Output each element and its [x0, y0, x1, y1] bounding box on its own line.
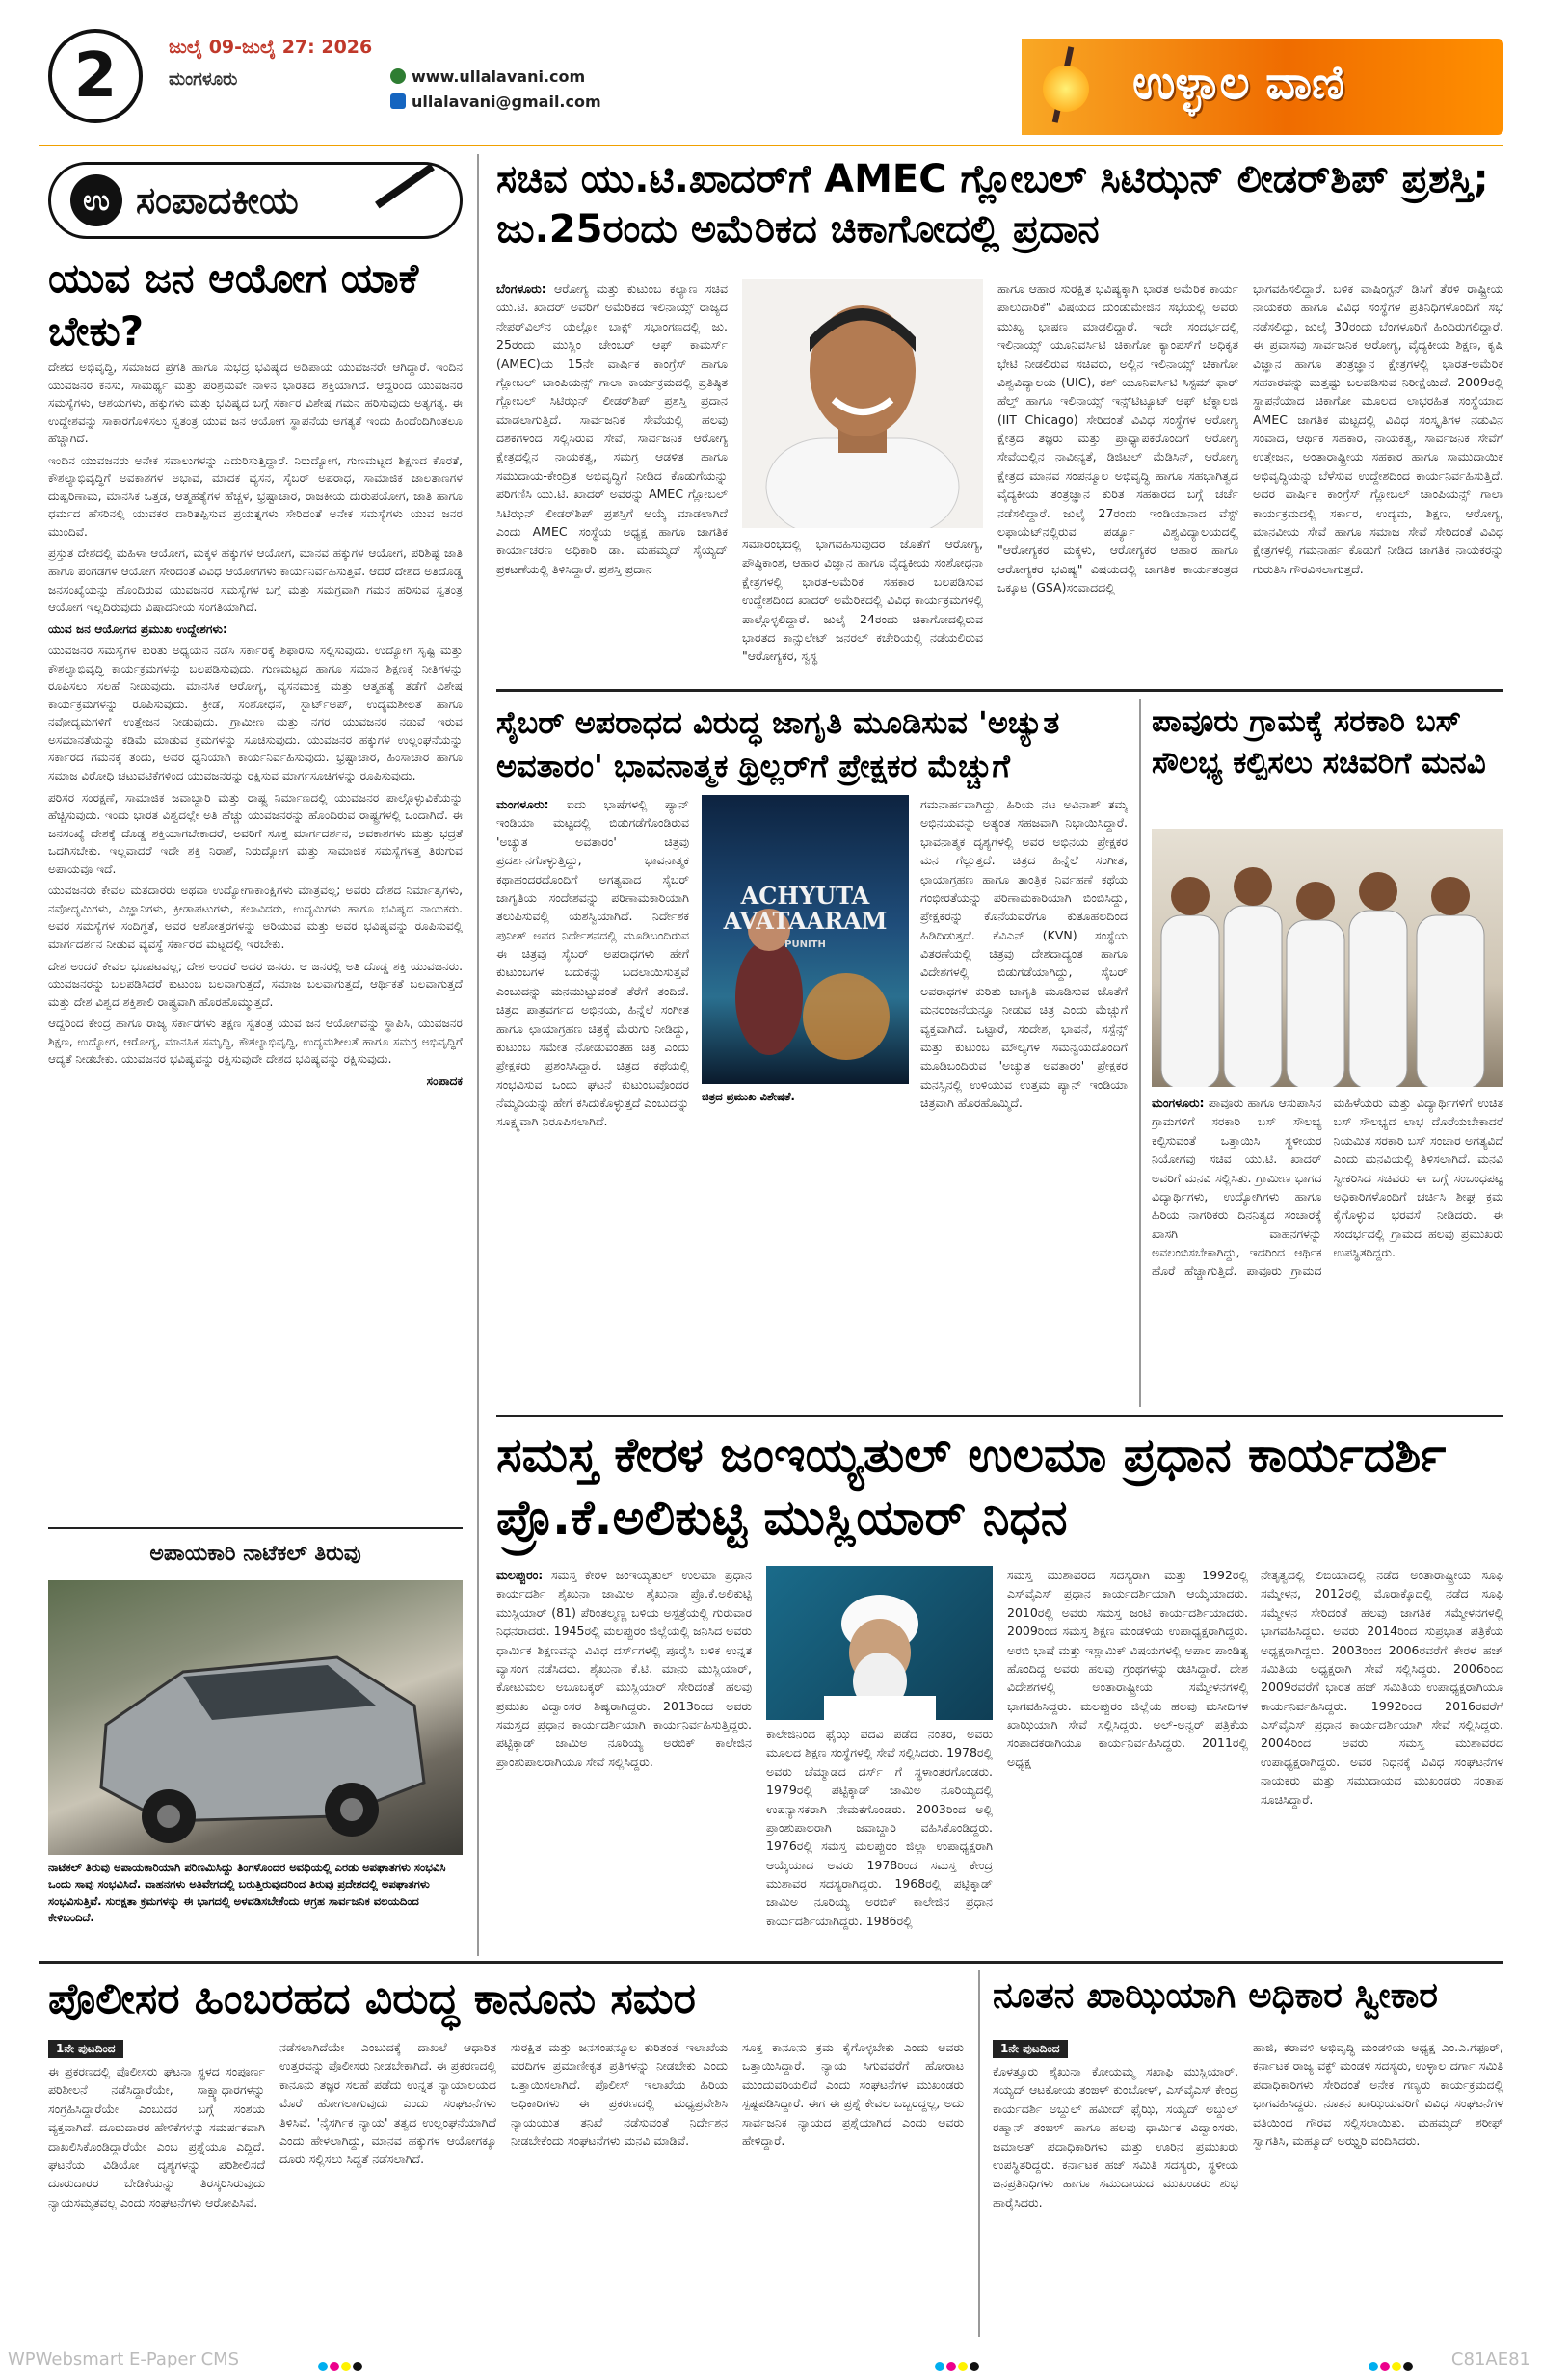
email-link[interactable]: ullalavani@gmail.com [390, 93, 601, 111]
footer-watermark: WPWebsmart E-Paper CMS [8, 2349, 240, 2369]
editorial-divider [48, 1527, 463, 1529]
obituary-photo [766, 1566, 993, 1720]
police-body-col3: ಸುರಕ್ಷಿತ ಮತ್ತು ಜನಸಂಪನ್ಮೂಲ ಕುರಿತಂತೆ ಇಲಾಖೆಯ ವರದಿಗಳ ಪ್ರಮಾಣೀಕೃತ ಪ್ರತಿಗಳನ್ನು ನೀಡಬೇಕು ಎಂದು ಒತ್ತಾಯಿಸಲಾಗಿದೆ. ಪೊಲೀಸ್ ಇಲಾಖೆಯ ಹಿರಿಯ ಅಧಿಕಾರಿಗಳು ಈ ಪ್ರಕರಣದಲ್ಲಿ ಮಧ್ಯಪ್ರವೇಶಿಸಿ ನ್ಯಾಯಯುತ ತನಿಖೆ ನಡೆಸುವಂತೆ ನಿರ್ದೇಶನ ನೀಡಬೇಕೆಂದು ಸಂಘಟನೆಗಳು ಮನವಿ ಮಾಡಿವೆ. [511, 2040, 728, 2148]
amec-minister-photo [742, 279, 983, 528]
dateline: ಜುಲೈ 09-ಜುಲೈ 27: 2026 [169, 37, 373, 58]
sun-icon [1043, 66, 1089, 112]
amec-divider [496, 689, 1503, 692]
obituary-divider [496, 1415, 1503, 1417]
accident-caption: ನಾಟೆಕಲ್ ತಿರುವು ಅಪಾಯಕಾರಿಯಾಗಿ ಪರಿಣಮಿಸಿದ್ದು ತಿಂಗಳೊಂದರ ಅವಧಿಯಲ್ಲಿ ಎರಡು ಅಪಘಾತಗಳು ಸಂಭವಿಸಿ ಒಂದು ಸಾವು ಸಂಭವಿಸಿದೆ. ವಾಹನಗಳು ಅತಿವೇಗದಲ್ಲಿ ಬರುತ್ತಿರುವುದರಿಂದ ತಿರುವು ಪ್ರದೇಶದಲ್ಲಿ ಅಪಘಾತಗಳು ಸಂಭವಿಸುತ್ತಿವೆ. ಸುರಕ್ಷತಾ ಕ್ರಮಗಳನ್ನು ಈ ಭಾಗದಲ್ಲಿ ಅಳವಡಿಸಬೇಕೆಂದು ಆಗ್ರಹ ಸಾರ್ವಜನಿಕ ವಲಯದಿಂದ ಕೇಳಿಬಂದಿದೆ. [48, 1861, 446, 1924]
accident-headline: ಅಪಾಯಕಾರಿ ನಾಟೆಕಲ್ ತಿರುವು [149, 1542, 361, 1566]
editorial-paragraph: ದೇಶ ಅಂದರೆ ಕೇವಲ ಭೂಪಟವಲ್ಲ; ದೇಶ ಅಂದರೆ ಅದರ ಜನರು. ಆ ಜನರಲ್ಲಿ ಅತಿ ದೊಡ್ಡ ಶಕ್ತಿ ಯುವಜನರು. ಯುವಜನರನ್ನು ಬಲಪಡಿಸಿದರೆ ಕುಟುಂಬ ಬಲವಾಗುತ್ತದೆ, ಸಮಾಜ ಬಲವಾಗುತ್ತದೆ, ಆರ್ಥಿಕತೆ ಬಲವಾಗುತ್ತದೆ ಮತ್ತು ದೇಶ ವಿಶ್ವದ ಶಕ್ತಿಶಾಲಿ ರಾಷ್ಟ್ರವಾಗಿ ಹೊರಹೊಮ್ಮುತ್ತದೆ. [48, 959, 463, 1009]
police-continued-tag: 1ನೇ ಪುಟದಿಂದ [48, 2038, 123, 2058]
editorial-paragraph: ಆದ್ದರಿಂದ ಕೇಂದ್ರ ಹಾಗೂ ರಾಜ್ಯ ಸರ್ಕಾರಗಳು ತಕ್ಷಣ ಸ್ವತಂತ್ರ ಯುವ ಜನ ಆಯೋಗವನ್ನು ಸ್ಥಾಪಿಸಿ, ಯುವಜನರ ಶಿಕ್ಷಣ, ಉದ್ಯೋಗ, ಆರೋಗ್ಯ, ಮಾನಸಿಕ ಸಮೃದ್ಧಿ, ಕೌಶಲ್ಯಾಭಿವೃದ್ಧಿ, ಉದ್ಯಮಶೀಲತೆ ಹಾಗೂ ಸಮಗ್ರ ಅಭಿವೃದ್ಧಿಗೆ ಆದ್ಯತೆ ನೀಡಬೇಕು. ಯುವಜನರ ಭವಿಷ್ಯವನ್ನು ರಕ್ಷಿಸುವುದೇ ದೇಶದ ಭವಿಷ್ಯವನ್ನು ರಕ್ಷಿಸುವುದು. [48, 1017, 463, 1067]
brand-name: ಉಳ್ಳಾಲ ವಾಣಿ [1132, 56, 1345, 110]
police-body-col1: ಈ ಪ್ರಕರಣದಲ್ಲಿ ಪೊಲೀಸರು ಘಟನಾ ಸ್ಥಳದ ಸಂಪೂರ್ಣ ಪರಿಶೀಲನೆ ನಡೆಸಿದ್ದಾರೆಯೇ, ಸಾಕ್ಷ್ಯಾಧಾರಗಳನ್ನು ಸಂಗ್ರಹಿಸಿದ್ದಾರೆಯೇ ಎಂಬುದರ ಬಗ್ಗೆ ಸಂಶಯ ವ್ಯಕ್ತವಾಗಿದೆ. ದೂರುದಾರರ ಹೇಳಿಕೆಗಳನ್ನು ಸಮರ್ಪಕವಾಗಿ ದಾಖಲಿಸಿಕೊಂಡಿದ್ದಾರೆಯೇ ಎಂಬ ಪ್ರಶ್ನೆಯೂ ಎದ್ದಿದೆ. ಘಟನೆಯ ವಿಡಿಯೋ ದೃಶ್ಯಗಳನ್ನು ಪರಿಶೀಲಿಸದೆ ದೂರುದಾರರ ಬೇಡಿಕೆಯನ್ನು ತಿರಸ್ಕರಿಸಿರುವುದು ನ್ಯಾಯಸಮ್ಮತವಲ್ಲ ಎಂದು ಸಂಘಟನೆಗಳು ಆರೋಪಿಸಿವೆ. [48, 2064, 265, 2209]
globe-icon [390, 68, 406, 84]
khazi-continued-tag: 1ನೇ ಪುಟದಿಂದ [993, 2038, 1068, 2058]
group-photo-graphic [1152, 829, 1503, 1087]
bus-petition-photo [1152, 829, 1503, 1087]
editorial-paragraph: ಯುವಜನರ ಸಮಸ್ಯೆಗಳ ಕುರಿತು ಅಧ್ಯಯನ ನಡೆಸಿ ಸರ್ಕಾರಕ್ಕೆ ಶಿಫಾರಸು ಸಲ್ಲಿಸುವುದು. ಉದ್ಯೋಗ ಸೃಷ್ಟಿ ಮತ್ತು ಕೌಶಲ್ಯಾಭಿವೃದ್ಧಿ ಕಾರ್ಯಕ್ರಮಗಳನ್ನು ಬಲಪಡಿಸುವುದು. ಗುಣಮಟ್ಟದ ಹಾಗೂ ಸಮಾನ ಶಿಕ್ಷಣಕ್ಕೆ ನೀತಿಗಳನ್ನು ರೂಪಿಸಲು ಸಲಹೆ ನೀಡುವುದು. ಮಾನಸಿಕ ಆರೋಗ್ಯ, ವ್ಯಸನಮುಕ್ತ ಮತ್ತು ಆತ್ಮಹತ್ಯೆ ತಡೆಗೆ ವಿಶೇಷ ಕಾರ್ಯಕ್ರಮಗಳನ್ನು ರೂಪಿಸುವುದು. ಕ್ರೀಡೆ, ಸಂಶೋಧನೆ, ಸ್ಟಾರ್ಟ್‌ಅಪ್, ಉದ್ಯಮಶೀಲತೆ ಹಾಗೂ ನವೋದ್ಯಮಗಳಿಗೆ ಉತ್ತೇಜನ ನೀಡುವುದು. ಗ್ರಾಮೀಣ ಮತ್ತು ನಗರ ಯುವಜನರ ನಡುವೆ ಇರುವ ಅಸಮಾನತೆಯನ್ನು ಕಡಿಮೆ ಮಾಡುವ ಕ್ರಮಗಳನ್ನು ಸೂಚಿಸುವುದು. ಯುವಜನರ ಹಕ್ಕುಗಳ ಉಲ್ಲಂಘನೆಯನ್ನು ಸರ್ಕಾರದ ಗಮನಕ್ಕೆ ತಂದು, ಅವರ ಧ್ವನಿಯಾಗಿ ಕಾರ್ಯನಿರ್ವಹಿಸುವುದು. ಭ್ರಷ್ಟಾಚಾರ, ಹಿಂಸಾಚಾರ ಹಾಗೂ ಸಮಾಜ ವಿರೋಧಿ ಚಟುವಟಿಕೆಗಳಿಂದ ಯುವಜನರನ್ನು ರಕ್ಷಿಸುವ ಮಾರ್ಗಸೂಚಿಗಳನ್ನು ರೂಪಿಸುವುದು. [48, 644, 463, 783]
cyber-image-caption: ಚಿತ್ರದ ಪ್ರಮುಖ ವಿಶೇಷತೆ. [702, 1090, 795, 1103]
cyber-body-col1: ಮಂಗಳೂರು: ಐದು ಭಾಷೆಗಳಲ್ಲಿ ಪ್ಯಾನ್ ಇಂಡಿಯಾ ಮಟ್ಟದಲ್ಲಿ ಬಿಡುಗಡೆಗೊಂಡಿರುವ 'ಅಚ್ಯುತ ಅವತಾರಂ' ಚಿತ್ರವು ಪ್ರದರ್ಶನಗೊಳ್ಳುತ್ತಿದ್ದು, ಭಾವನಾತ್ಮಕ ಕಥಾಹಂದರದೊಂದಿಗೆ ಅಗತ್ಯವಾದ ಸೈಬರ್ ಜಾಗೃತಿಯ ಸಂದೇಶವನ್ನು ಪರಿಣಾಮಕಾರಿಯಾಗಿ ತಲುಪಿಸುವಲ್ಲಿ ಯಶಸ್ವಿಯಾಗಿದೆ. ನಿರ್ದೇಶಕ ಪುನೀತ್ ಅವರ ನಿರ್ದೇಶನದಲ್ಲಿ ಮೂಡಿಬಂದಿರುವ ಈ ಚಿತ್ರವು ಸೈಬರ್ ಅಪರಾಧಗಳು ಹೇಗೆ ಕುಟುಂಬಗಳ ಬದುಕನ್ನು ಬದಲಾಯಿಸುತ್ತವೆ ಎಂಬುದನ್ನು ಮನಮುಟ್ಟುವಂತೆ ತೆರೆಗೆ ತಂದಿದೆ. ಚಿತ್ರದ ಪಾತ್ರವರ್ಗದ ಅಭಿನಯ, ಹಿನ್ನೆಲೆ ಸಂಗೀತ ಹಾಗೂ ಛಾಯಾಗ್ರಹಣ ಚಿತ್ರಕ್ಕೆ ಮೆರುಗು ನೀಡಿದ್ದು, ಕುಟುಂಬ ಸಮೇತ ನೋಡುವಂತಹ ಚಿತ್ರ ಎಂದು ಪ್ರೇಕ್ಷಕರು ಪ್ರಶಂಸಿಸಿದ್ದಾರೆ. ಚಿತ್ರದ ಕಥೆಯಲ್ಲಿ ಸಂಭವಿಸುವ ಒಂದು ಘಟನೆ ಕುಟುಂಬವೊಂದರ ನೆಮ್ಮದಿಯನ್ನು ಹೇಗೆ ಕಸಿದುಕೊಳ್ಳುತ್ತದೆ ಎಂಬುದನ್ನು ಸೂಕ್ಷ್ಮವಾಗಿ ನಿರೂಪಿಸಲಾಗಿದೆ. [496, 797, 689, 1129]
bus-headline: ಪಾವೂರು ಗ್ರಾಮಕ್ಕೆ ಸರಕಾರಿ ಬಸ್ ಸೌಲಭ್ಯ ಕಲ್ಪಿಸಲು ಸಚಿವರಿಗೆ ಮನವಿ [1152, 704, 1486, 781]
amec-body-col2: ಸಮಾರಂಭದಲ್ಲಿ ಭಾಗವಹಿಸುವುದರ ಜೊತೆಗೆ ಆರೋಗ್ಯ, ಪೌಷ್ಠಿಕಾಂಶ, ಆಹಾರ ವಿಜ್ಞಾನ ಹಾಗೂ ವೈದ್ಯಕೀಯ ಸಂಶೋಧನಾ ಕ್ಷೇತ್ರಗಳಲ್ಲಿ ಭಾರತ-ಅಮೆರಿಕ ಸಹಕಾರ ಬಲಪಡಿಸುವ ಉದ್ದೇಶದಿಂದ ಖಾದರ್ ಅಮೆರಿಕದಲ್ಲಿ ವಿವಿಧ ಕಾರ್ಯಕ್ರಮಗಳಲ್ಲಿ ಪಾಲ್ಗೊಳ್ಳಲಿದ್ದಾರೆ. ಜುಲೈ 24ರಂದು ಚಿಕಾಗೋದಲ್ಲಿರುವ ಭಾರತದ ಕಾನ್ಸುಲೇಟ್ ಜನರಲ್ ಕಚೇರಿಯಲ್ಲಿ ನಡೆಯಲಿರುವ "ಆರೋಗ್ಯಕರ, ಸ್ವಸ್ಥ [742, 537, 983, 664]
editorial-body [48, 358, 463, 1520]
registration-marks [935, 2357, 983, 2367]
obituary-body-col1: ಮಲಪ್ಪುರಂ: ಸಮಸ್ತ ಕೇರಳ ಜಂಇಯ್ಯತುಲ್ ಉಲಮಾ ಪ್ರಧಾನ ಕಾರ್ಯದರ್ಶಿ ಶೈಖುನಾ ಜಾಮಿಅ ಶೈಖುನಾ ಪ್ರೊ.ಕೆ.ಅಲಿಕುಟ್ಟಿ ಮುಸ್ಲಿಯಾರ್ (81) ಪೆರಿಂತಲ್ಮಣ್ಣ ಬಳಿಯ ಅಸ್ಪತ್ರೆಯಲ್ಲಿ ಗುರುವಾರ ನಿಧನರಾದರು. 1945ರಲ್ಲಿ ಮಲಪ್ಪುರಂ ಜಿಲ್ಲೆಯಲ್ಲಿ ಜನಿಸಿದ ಅವರು ಧಾರ್ಮಿಕ ಶಿಕ್ಷಣವನ್ನು ವಿವಿಧ ದರ್ಸ್‌ಗಳಲ್ಲಿ ಪೂರೈಸಿ ಬಳಿಕ ಉನ್ನತ ವ್ಯಾಸಂಗ ನಡೆಸಿದರು. ಶೈಖುನಾ ಕೆ.ಟಿ. ಮಾನು ಮುಸ್ಲಿಯಾರ್, ಕೋಟುಮಲ ಅಬೂಬಕ್ಕರ್ ಮುಸ್ಲಿಯಾರ್ ಸೇರಿದಂತೆ ಹಲವು ಪ್ರಮುಖ ವಿದ್ವಾಂಸರ ಶಿಷ್ಯರಾಗಿದ್ದರು. 2013ರಿಂದ ಅವರು ಸಮಸ್ತದ ಪ್ರಧಾನ ಕಾರ್ಯದರ್ಶಿಯಾಗಿ ಕಾರ್ಯನಿರ್ವಹಿಸುತ್ತಿದ್ದರು. ಪಟ್ಟಿಕ್ಕಾಡ್ ಜಾಮಿಅ ನೂರಿಯ್ಯ ಅರಬಿಕ್ ಕಾಲೇಜಿನ ಪ್ರಾಂಶುಪಾಲರಾಗಿಯೂ ಸೇವೆ ಸಲ್ಲಿಸಿದ್ದರು. [496, 1568, 752, 1769]
editorial-logo [48, 162, 463, 239]
police-body-col2: ನಡೆಸಲಾಗಿದೆಯೇ ಎಂಬುದಕ್ಕೆ ದಾಖಲೆ ಆಧಾರಿತ ಉತ್ತರವನ್ನು ಪೊಲೀಸರು ನೀಡಬೇಕಾಗಿದೆ. ಈ ಪ್ರಕರಣದಲ್ಲಿ ಕಾನೂನು ತಜ್ಞರ ಸಲಹೆ ಪಡೆದು ಉನ್ನತ ನ್ಯಾಯಾಲಯದ ಮೊರೆ ಹೋಗಲಾಗುವುದು ಎಂದು ಸಂಘಟನೆಗಳು ತಿಳಿಸಿವೆ. 'ನೈಸರ್ಗಿಕ ನ್ಯಾಯ' ತತ್ವದ ಉಲ್ಲಂಘನೆಯಾಗಿದೆ ಎಂದು ಹೇಳಲಾಗಿದ್ದು, ಮಾನವ ಹಕ್ಕುಗಳ ಆಯೋಗಕ್ಕೂ ದೂರು ಸಲ್ಲಿಸಲು ಸಿದ್ಧತೆ ನಡೆಸಲಾಗಿದೆ. [279, 2040, 496, 2167]
registration-marks [1369, 2357, 1417, 2367]
editorial-signature: ಸಂಪಾದಕ [426, 1073, 463, 1088]
editorial-paragraph: ದೇಶದ ಅಭಿವೃದ್ಧಿ, ಸಮಾಜದ ಪ್ರಗತಿ ಹಾಗೂ ಸುಭದ್ರ ಭವಿಷ್ಯದ ಅಡಿಪಾಯ ಯುವಜನರೇ ಆಗಿದ್ದಾರೆ. ಇಂದಿನ ಯುವಜನರ ಕನಸು, ಸಾಮರ್ಥ್ಯ ಮತ್ತು ಪರಿಶ್ರಮವೇ ನಾಳಿನ ಭಾರತದ ಶಕ್ತಿಯಾಗಿದೆ. ಆದ್ದರಿಂದ ಯುವಜನರ ಸಮಸ್ಯೆಗಳು, ಆಶಯಗಳು, ಹಕ್ಕುಗಳು ಮತ್ತು ಭವಿಷ್ಯದ ಬಗ್ಗೆ ಸರ್ಕಾರ ವಿಶೇಷ ಗಮನ ಹರಿಸುವುದು ಅತ್ಯಗತ್ಯ. ಈ ಉದ್ದೇಶವನ್ನು ಸಾಕಾರಗೊಳಿಸಲು ಸ್ವತಂತ್ರ ಯುವ ಜನ ಆಯೋಗ ಸ್ಥಾಪನೆಯ ಅಗತ್ಯತೆ ಇಂದು ಹಿಂದೆಂದಿಗಿಂತಲೂ ಹೆಚ್ಚಾಗಿದೆ. [48, 360, 463, 446]
khazi-body-col2: ಹಾಜಿ, ಕರಾವಳಿ ಅಭಿವೃದ್ಧಿ ಮಂಡಳಿಯ ಅಧ್ಯಕ್ಷ ಎಂ.ಎ.ಗಫೂರ್, ಕರ್ನಾಟಕ ರಾಜ್ಯ ವಕ್ಫ್ ಮಂಡಳಿ ಸದಸ್ಯರು, ಉಳ್ಳಾಲ ದರ್ಗಾ ಸಮಿತಿ ಪದಾಧಿಕಾರಿಗಳು ಸೇರಿದಂತೆ ಅನೇಕ ಗಣ್ಯರು ಕಾರ್ಯಕ್ರಮದಲ್ಲಿ ಭಾಗವಹಿಸಿದ್ದರು. ನೂತನ ಖಾಝಿಯವರಿಗೆ ವಿವಿಧ ಸಂಘಟನೆಗಳ ವತಿಯಿಂದ ಗೌರವ ಸಲ್ಲಿಸಲಾಯಿತು. ಮಹಮ್ಮದ್ ಶರೀಫ್ ಸ್ವಾಗತಿಸಿ, ಮಹ್ಮೂದ್ ಅಝ್ಹರಿ ವಂದಿಸಿದರು. [1253, 2040, 1503, 2148]
police-headline: ಪೊಲೀಸರ ಹಿಂಬರಹದ ವಿರುದ್ಧ ಕಾನೂನು ಸಮರ [48, 1974, 696, 2023]
poster-title: ACHYUTA AVATAARAM [723, 882, 888, 936]
portrait-graphic [742, 279, 983, 528]
column-divider [477, 154, 479, 1956]
column-divider [1139, 699, 1141, 1407]
editorial-subheading: ಯುವ ಜನ ಆಯೋಗದ ಪ್ರಮುಖ ಉದ್ದೇಶಗಳು: [48, 621, 227, 636]
damaged-car-graphic [48, 1580, 463, 1855]
city: ಮಂಗಳೂರು [169, 69, 238, 90]
cyber-body-col2: ಗಮನಾರ್ಹವಾಗಿದ್ದು, ಹಿರಿಯ ನಟ ಅವಿನಾಶ್ ತಮ್ಮ ಅಭಿನಯವನ್ನು ಅತ್ಯಂತ ಸಹಜವಾಗಿ ನಿಭಾಯಿಸಿದ್ದಾರೆ. ಭಾವನಾತ್ಮಕ ದೃಶ್ಯಗಳಲ್ಲಿ ಅವರ ಅಭಿನಯ ಪ್ರೇಕ್ಷಕರ ಮನ ಗೆಲ್ಲುತ್ತದೆ. ಚಿತ್ರದ ಹಿನ್ನೆಲೆ ಸಂಗೀತ, ಛಾಯಾಗ್ರಹಣ ಹಾಗೂ ತಾಂತ್ರಿಕ ನಿರ್ವಹಣೆ ಕಥೆಯ ಗಂಭೀರತೆಯನ್ನು ಪರಿಣಾಮಕಾರಿಯಾಗಿ ಬಿಂಬಿಸಿದ್ದು, ಪ್ರೇಕ್ಷಕರನ್ನು ಕೊನೆಯವರೆಗೂ ಕುತೂಹಲದಿಂದ ಹಿಡಿದಿಡುತ್ತದೆ. ಕೆವಿಎನ್ (KVN) ಸಂಸ್ಥೆಯ ವಿತರಣೆಯಲ್ಲಿ ಚಿತ್ರವು ದೇಶದಾದ್ಯಂತ ಹಾಗೂ ವಿದೇಶಗಳಲ್ಲಿ ಬಿಡುಗಡೆಯಾಗಿದ್ದು, ಸೈಬರ್ ಅಪರಾಧಗಳ ಕುರಿತು ಜಾಗೃತಿ ಮೂಡಿಸುವ ಜೊತೆಗೆ ಮನರಂಜನೆಯನ್ನೂ ನೀಡುವ ಚಿತ್ರ ಎಂದು ಮೆಚ್ಚುಗೆ ವ್ಯಕ್ತವಾಗಿದೆ. ಒಟ್ಟಾರೆ, ಸಂದೇಶ, ಭಾವನೆ, ಸಸ್ಪೆನ್ಸ್ ಮತ್ತು ಕುಟುಂಬ ಮೌಲ್ಯಗಳ ಸಮನ್ವಯದೊಂದಿಗೆ ಮೂಡಿಬಂದಿರುವ 'ಅಚ್ಯುತ ಅವತಾರಂ' ಪ್ರೇಕ್ಷಕರ ಮನಸ್ಸಿನಲ್ಲಿ ಉಳಿಯುವ ಉತ್ತಮ ಪ್ಯಾನ್ ಇಂಡಿಯಾ ಚಿತ್ರವಾಗಿ ಹೊರಹೊಮ್ಮಿದೆ. [920, 797, 1128, 1110]
page-footer [0, 2343, 1542, 2380]
amec-body-col4: ಭಾಗವಹಿಸಲಿದ್ದಾರೆ. ಬಳಿಕ ವಾಷಿಂಗ್ಟನ್ ಡಿಸಿಗೆ ತೆರಳಿ ರಾಷ್ಟ್ರೀಯ ನಾಯಕರು ಹಾಗೂ ವಿವಿಧ ಸಂಸ್ಥೆಗಳ ಪ್ರತಿನಿಧಿಗಳೊಂದಿಗೆ ಸಭೆ ನಡೆಸಲಿದ್ದು, ಜುಲೈ 30ರಂದು ಬೆಂಗಳೂರಿಗೆ ಹಿಂದಿರುಗಲಿದ್ದಾರೆ. ಈ ಪ್ರವಾಸವು ಸಾರ್ವಜನಿಕ ಆರೋಗ್ಯ, ವೈದ್ಯಕೀಯ ಶಿಕ್ಷಣ, ಕೃಷಿ ವಿಜ್ಞಾನ ಹಾಗೂ ತಂತ್ರಜ್ಞಾನ ಕ್ಷೇತ್ರಗಳಲ್ಲಿ ಭಾರತ-ಅಮೆರಿಕ ಸಹಕಾರವನ್ನು ಮತ್ತಷ್ಟು ಬಲಪಡಿಸುವ ನಿರೀಕ್ಷೆಯಿದೆ. 2009ರಲ್ಲಿ ಸ್ಥಾಪನೆಯಾದ ಚಿಕಾಗೋ ಮೂಲದ ಲಾಭರಹಿತ ಸಂಸ್ಥೆಯಾದ AMEC ಜಾಗತಿಕ ಮಟ್ಟದಲ್ಲಿ ವಿವಿಧ ಸಂಸ್ಕೃತಿಗಳ ನಡುವಿನ ಸಂವಾದ, ಆರ್ಥಿಕ ಸಹಕಾರ, ನಾಯಕತ್ವ, ಸಾರ್ವಜನಿಕ ಸೇವೆಗೆ ಉತ್ತೇಜನ, ಅಂತಾರಾಷ್ಟ್ರೀಯ ಸಹಕಾರ ಹಾಗೂ ಸಾಮುದಾಯಿಕ ಅಭಿವೃದ್ಧಿಯನ್ನು ಬೆಳೆಸುವ ಉದ್ದೇಶದಿಂದ ಕಾರ್ಯನಿರ್ವಹಿಸುತ್ತಿದೆ. ಅದರ ವಾರ್ಷಿಕ ಕಾಂಗ್ರೆಸ್ ಗ್ಲೋಬಲ್ ಚಾಂಪಿಯನ್ಸ್ ಗಾಲಾ ಕಾರ್ಯಕ್ರಮದಲ್ಲಿ ಸರ್ಕಾರ, ಉದ್ಯಮ, ಶಿಕ್ಷಣ, ಆರೋಗ್ಯ, ಮಾನವೀಯ ಸೇವೆ ಹಾಗೂ ಸಮಾಜ ಸೇವೆ ಸೇರಿದಂತೆ ವಿವಿಧ ಕ್ಷೇತ್ರಗಳಲ್ಲಿ ಗಮನಾರ್ಹ ಕೊಡುಗೆ ನೀಡಿದ ಜಾಗತಿಕ ನಾಯಕರನ್ನು ಗುರುತಿಸಿ ಗೌರವಿಸಲಾಗುತ್ತದೆ. [1253, 281, 1503, 576]
elder-portrait-graphic [766, 1566, 993, 1720]
mail-icon [390, 93, 406, 109]
editorial-paragraph: ಇಂದಿನ ಯುವಜನರು ಅನೇಕ ಸವಾಲುಗಳನ್ನು ಎದುರಿಸುತ್ತಿದ್ದಾರೆ. ನಿರುದ್ಯೋಗ, ಗುಣಮಟ್ಟದ ಶಿಕ್ಷಣದ ಕೊರತೆ, ಕೌಶಲ್ಯಾಭಿವೃದ್ಧಿಗೆ ಅವಕಾಶಗಳ ಅಭಾವ, ಮಾದಕ ವ್ಯಸನ, ಸೈಬರ್ ಅಪರಾಧ, ಸಾಮಾಜಿಕ ಜಾಲತಾಣಗಳ ದುಷ್ಪರಿಣಾಮ, ಮಾನಸಿಕ ಒತ್ತಡ, ಆತ್ಮಹತ್ಯೆಗಳ ಹೆಚ್ಚಳ, ಭ್ರಷ್ಟಾಚಾರ, ರಾಜಕೀಯ ದುರುಪಯೋಗ, ಜಾತಿ ಹಾಗೂ ಧರ್ಮದ ಹೆಸರಿನಲ್ಲಿ ಯುವಕರ ದಾರಿತಪ್ಪಿಸುವ ಪ್ರಯತ್ನಗಳು ಸೇರಿದಂತೆ ಅನೇಕ ಸಮಸ್ಯೆಗಳು ಯುವ ಜನರ ಮುಂದಿವೆ. [48, 453, 463, 539]
editorial-emblem-icon: ಉ [70, 174, 122, 226]
cyber-movie-poster [702, 795, 909, 1084]
editorial-paragraph: ಪರಿಸರ ಸಂರಕ್ಷಣೆ, ಸಾಮಾಜಿಕ ಜವಾಬ್ದಾರಿ ಮತ್ತು ರಾಷ್ಟ್ರ ನಿರ್ಮಾಣದಲ್ಲಿ ಯುವಜನರ ಪಾಲ್ಗೊಳ್ಳುವಿಕೆಯನ್ನು ಹೆಚ್ಚಿಸುವುದು. ಇಂದು ಭಾರತ ವಿಶ್ವದಲ್ಲೇ ಅತಿ ಹೆಚ್ಚು ಯುವಜನರನ್ನು ಹೊಂದಿರುವ ರಾಷ್ಟ್ರಗಳಲ್ಲಿ ಒಂದಾಗಿದೆ. ಈ ಜನಸಂಖ್ಯೆ ದೇಶಕ್ಕೆ ದೊಡ್ಡ ಶಕ್ತಿಯಾಗಬೇಕಾದರೆ, ಅವರಿಗೆ ಸೂಕ್ತ ಮಾರ್ಗದರ್ಶನ, ಅವಕಾಶಗಳು ಮತ್ತು ಭದ್ರತೆ ಒದಗಿಸಬೇಕು. ಇಲ್ಲವಾದರೆ ಇದೇ ಶಕ್ತಿ ನಿರಾಶೆ, ನಿರುದ್ಯೋಗ ಮತ್ತು ಸಾಮಾಜಿಕ ಸಮಸ್ಯೆಗಳತ್ತ ತಿರುಗುವ ಅಪಾಯವೂ ಇದೆ. [48, 790, 463, 876]
accident-photo [48, 1580, 463, 1855]
khazi-body-col1: ಕೊಳತ್ತೂರು ಶೈಖುನಾ ಕೋಯಮ್ಮ ಸಖಾಫಿ ಮುಸ್ಲಿಯಾರ್, ಸಯ್ಯದ್ ಆಟಕೋಯ ತಂಙಳ್ ಕುಂಬೋಳ್, ಎಸ್‌ವೈಎಸ್ ಕೇಂದ್ರ ಕಾರ್ಯದರ್ಶಿ ಅಬ್ದುಲ್ ಹಮೀದ್ ಫೈಝಿ, ಸಯ್ಯದ್ ಅಬ್ದುಲ್ ರಹ್ಮಾನ್ ತಂಙಳ್ ಹಾಗೂ ಹಲವು ಧಾರ್ಮಿಕ ವಿದ್ವಾಂಸರು, ಜಮಾಅತ್ ಪದಾಧಿಕಾರಿಗಳು ಮತ್ತು ಊರಿನ ಪ್ರಮುಖರು ಉಪಸ್ಥಿತರಿದ್ದರು. ಕರ್ನಾಟಕ ಹಜ್ ಸಮಿತಿ ಸದಸ್ಯರು, ಸ್ಥಳೀಯ ಜನಪ್ರತಿನಿಧಿಗಳು ಹಾಗೂ ಸಮುದಾಯದ ಮುಖಂಡರು ಶುಭ ಹಾರೈಸಿದರು. [993, 2064, 1238, 2209]
website-link[interactable]: www.ullalavani.com [390, 67, 585, 86]
poster-director: PUNITH [784, 939, 826, 950]
amec-body-col1: ಬೆಂಗಳೂರು: ಆರೋಗ್ಯ ಮತ್ತು ಕುಟುಂಬ ಕಲ್ಯಾಣ ಸಚಿವ ಯು.ಟಿ. ಖಾದರ್ ಅವರಿಗೆ ಅಮೆರಿಕದ ಇಲಿನಾಯ್ಸ್ ರಾಜ್ಯದ ನೇಪರ್‌ವಿಲ್‌ನ ಯಲ್ಲೋ ಬಾಕ್ಸ್ ಸಭಾಂಗಣದಲ್ಲಿ ಜು. 25ರಂದು ಮುಸ್ಲಿಂ ಚೇಂಬರ್ ಆಫ್ ಕಾಮರ್ಸ್ (AMEC)ಯ 15ನೇ ವಾರ್ಷಿಕ ಕಾಂಗ್ರೆಸ್ ಹಾಗೂ ಗ್ಲೋಬಲ್ ಚಾಂಪಿಯನ್ಸ್ ಗಾಲಾ ಕಾರ್ಯಕ್ರಮದಲ್ಲಿ ಪ್ರತಿಷ್ಠಿತ ಗ್ಲೋಬಲ್ ಸಿಟಿಝನ್ ಲೀಡರ್‌ಶಿಪ್ ಪ್ರಶಸ್ತಿ ಪ್ರದಾನ ಮಾಡಲಾಗುತ್ತಿದೆ. ಸಾರ್ವಜನಿಕ ಸೇವೆಯಲ್ಲಿ ಹಲವು ದಶಕಗಳಿಂದ ಸಲ್ಲಿಸಿರುವ ಸೇವೆ, ಸಾರ್ವಜನಿಕ ಆರೋಗ್ಯ ಕ್ಷೇತ್ರದಲ್ಲಿನ ನಾಯಕತ್ವ, ಸಮಗ್ರ ಆಡಳಿತ ಹಾಗೂ ಸಮುದಾಯ-ಕೇಂದ್ರಿತ ಅಭಿವೃದ್ಧಿಗೆ ನೀಡಿದ ಕೊಡುಗೆಯನ್ನು ಪರಿಗಣಿಸಿ ಯು.ಟಿ. ಖಾದರ್ ಅವರನ್ನು AMEC ಗ್ಲೋಬಲ್ ಸಿಟಿಝನ್ ಲೀಡರ್‌ಶಿಪ್ ಪ್ರಶಸ್ತಿಗೆ ಆಯ್ಕೆ ಮಾಡಲಾಗಿದೆ ಎಂದು AMEC ಸಂಸ್ಥೆಯ ಅಧ್ಯಕ್ಷ ಹಾಗೂ ಜಾಗತಿಕ ಕಾರ್ಯಾಚರಣ ಅಧಿಕಾರಿ ಡಾ. ಮಹಮ್ಮದ್ ಸೈಯ್ಯದ್ ಪ್ರಕಟಣೆಯಲ್ಲಿ ತಿಳಿಸಿದ್ದಾರೆ. ಪ್ರಶಸ್ತಿ ಪ್ರದಾನ [496, 281, 728, 576]
brand-logo [1022, 39, 1503, 135]
editorial-logo-text: ಸಂಪಾದಕೀಯ [136, 178, 299, 222]
amec-body-col3: ಹಾಗೂ ಆಹಾರ ಸುರಕ್ಷಿತ ಭವಿಷ್ಯಕ್ಕಾಗಿ ಭಾರತ ಅಮೆರಿಕ ಕಾರ್ಯ ಪಾಲುದಾರಿಕೆ" ವಿಷಯದ ದುಂಡುಮೇಜಿನ ಸಭೆಯಲ್ಲಿ ಅವರು ಮುಖ್ಯ ಭಾಷಣ ಮಾಡಲಿದ್ದಾರೆ. ಇದೇ ಸಂದರ್ಭದಲ್ಲಿ ಇಲಿನಾಯ್ಸ್ ಯೂನಿವರ್ಸಿಟಿ ಚಿಕಾಗೋ ಕ್ಯಾಂಪಸ್‌ಗೆ ಅಧಿಕೃತ ಭೇಟಿ ನೀಡಲಿರುವ ಸಚಿವರು, ಅಲ್ಲಿನ ಇಲಿನಾಯ್ಸ್ ಚಿಕಾಗೋ ವಿಶ್ವವಿದ್ಯಾಲಯ (UIC), ರಶ್ ಯೂನಿವರ್ಸಿಟಿ ಸಿಸ್ಟಮ್ ಫಾರ್ ಹೆಲ್ತ್ ಹಾಗೂ ಇಲಿನಾಯ್ಸ್ ಇನ್ಸ್‌ಟಿಟ್ಯೂಟ್ ಆಫ್ ಟೆಕ್ನಾಲಜಿ (IIT Chicago) ಸೇರಿದಂತೆ ವಿವಿಧ ಸಂಸ್ಥೆಗಳ ಆರೋಗ್ಯ ಕ್ಷೇತ್ರದ ತಜ್ಞರು ಮತ್ತು ಪ್ರಾಧ್ಯಾಪಕರೊಂದಿಗೆ ಆರೋಗ್ಯ ಸೇವೆಯಲ್ಲಿನ ನಾವೀನ್ಯತೆ, ಡಿಜಿಟಲ್ ಮೆಡಿಸಿನ್, ಆರೋಗ್ಯ ಕ್ಷೇತ್ರದ ಮಾನವ ಸಂಪನ್ಮೂಲ ಅಭಿವೃದ್ಧಿ ಹಾಗೂ ಸಹಭಾಗಿತ್ವದ ವೈದ್ಯಕೀಯ ತಂತ್ರಜ್ಞಾನ ಕುರಿತ ಸಹಕಾರದ ಬಗ್ಗೆ ಚರ್ಚೆ ನಡೆಸಲಿದ್ದಾರೆ. ಜುಲೈ 27ರಂದು ಇಂಡಿಯಾನಾದ ವೆಸ್ಟ್ ಲಫಾಯೆಟ್‌ನಲ್ಲಿರುವ ಪರ್ಡ್ಯೂ ವಿಶ್ವವಿದ್ಯಾಲಯದಲ್ಲಿ "ಆರೋಗ್ಯಕರ ಮಕ್ಕಳು, ಆರೋಗ್ಯಕರ ಆಹಾರ ಹಾಗೂ ಆರೋಗ್ಯಕರ ಭವಿಷ್ಯ" ವಿಷಯದಲ್ಲಿ ಜಾಗತಿಕ ಕಾರ್ಯತಂತ್ರದ ಒಕ್ಕೂಟ (GSA)ಸಂವಾದದಲ್ಲಿ [997, 281, 1238, 595]
column-divider [978, 1970, 980, 2337]
editorial-headline: ಯುವ ಜನ ಆಯೋಗ ಯಾಕೆ ಬೇಕು? [48, 254, 419, 355]
obituary-dateline: ಮಲಪ್ಪುರಂ: [496, 1568, 544, 1582]
amec-dateline: ಬೆಂಗಳೂರು: [496, 281, 546, 296]
obituary-headline: ಸಮಸ್ತ ಕೇರಳ ಜಂಇಯ್ಯತುಲ್ ಉಲಮಾ ಪ್ರಧಾನ ಕಾರ್ಯದರ್ಶಿ ಪ್ರೊ.ಕೆ.ಅಲಿಕುಟ್ಟಿ ಮುಸ್ಲಿಯಾರ್ ನಿಧನ [496, 1427, 1447, 1546]
pen-icon [375, 164, 435, 209]
amec-headline: ಸಚಿವ ಯು.ಟಿ.ಖಾದರ್‌ಗೆ AMEC ಗ್ಲೋಬಲ್ ಸಿಟಿಝನ್ ಲೀಡರ್‌ಶಿಪ್ ಪ್ರಶಸ್ತಿ; ಜು.25ರಂದು ಅಮೆರಿಕದ ಚಿಕಾಗೋದಲ್ಲಿ ಪ್ರದಾನ [496, 157, 1489, 251]
cyber-headline: ಸೈಬರ್ ಅಪರಾಧದ ವಿರುದ್ಧ ಜಾಗೃತಿ ಮೂಡಿಸುವ 'ಅಚ್ಯುತ ಅವತಾರಂ' ಭಾವನಾತ್ಮಕ ಥ್ರಿಲ್ಲರ್‌ಗೆ ಪ್ರೇಕ್ಷಕರ ಮೆಚ್ಚುಗೆ [496, 704, 1060, 784]
obituary-body-col4: ನೇತೃತ್ವದಲ್ಲಿ ಲಿಬಿಯಾದಲ್ಲಿ ನಡೆದ ಅಂತಾರಾಷ್ಟ್ರೀಯ ಸೂಫಿ ಸಮ್ಮೇಳನ, 2012ರಲ್ಲಿ ಮೊರಾಕ್ಕೊದಲ್ಲಿ ನಡೆದ ಸೂಫಿ ಸಮ್ಮೇಳನ ಸೇರಿದಂತೆ ಹಲವು ಜಾಗತಿಕ ಸಮ್ಮೇಳನಗಳಲ್ಲಿ ಭಾಗವಹಿಸಿದ್ದರು. ಅವರು 2014ರಿಂದ ಸುಪ್ರಭಾತ ಪತ್ರಿಕೆಯ ಅಧ್ಯಕ್ಷರಾಗಿದ್ದರು. 2003ರಿಂದ 2006ರವರೆಗೆ ಕೇರಳ ಹಜ್ ಸಮಿತಿಯ ಅಧ್ಯಕ್ಷರಾಗಿ ಸೇವೆ ಸಲ್ಲಿಸಿದ್ದರು. 2006ರಿಂದ 2009ರವರೆಗೆ ಭಾರತ ಹಜ್ ಸಮಿತಿಯ ಉಪಾಧ್ಯಕ್ಷರಾಗಿಯೂ ಕಾರ್ಯನಿರ್ವಹಿಸಿದ್ದರು. 1992ರಿಂದ 2016ರವರೆಗೆ ಎಸ್‌ವೈಎಸ್ ಪ್ರಧಾನ ಕಾರ್ಯದರ್ಶಿಯಾಗಿ ಸೇವೆ ಸಲ್ಲಿಸಿದ್ದರು. 2004ರಿಂದ ಅವರು ಸಮಸ್ತ ಮುಶಾವರದ ಉಪಾಧ್ಯಕ್ಷರಾಗಿದ್ದರು. ಅವರ ನಿಧನಕ್ಕೆ ವಿವಿಧ ಸಂಘಟನೆಗಳ ನಾಯಕರು ಮತ್ತು ಸಮುದಾಯದ ಮುಖಂಡರು ಸಂತಾಪ ಸೂಚಿಸಿದ್ದಾರೆ. [1261, 1568, 1503, 1807]
registration-marks [318, 2357, 366, 2367]
footer-code: C81AE81 [1450, 2349, 1530, 2369]
page-number: 2 [48, 29, 143, 123]
police-body-col4: ಸೂಕ್ತ ಕಾನೂನು ಕ್ರಮ ಕೈಗೊಳ್ಳಬೇಕು ಎಂದು ಅವರು ಒತ್ತಾಯಿಸಿದ್ದಾರೆ. ನ್ಯಾಯ ಸಿಗುವವರೆಗೆ ಹೋರಾಟ ಮುಂದುವರಿಯಲಿದೆ ಎಂದು ಸಂಘಟನೆಗಳ ಮುಖಂಡರು ಸ್ಪಷ್ಟಪಡಿಸಿದ್ದಾರೆ. ಈಗ ಈ ಪ್ರಶ್ನೆ ಕೇವಲ ಒಬ್ಬರದ್ದಲ್ಲ, ಅದು ಸಾರ್ವಜನಿಕ ನ್ಯಾಯದ ಪ್ರಶ್ನೆಯಾಗಿದೆ ಎಂದು ಅವರು ಹೇಳಿದ್ದಾರೆ. [742, 2040, 964, 2148]
bus-body: ಮಂಗಳೂರು: ಪಾವೂರು ಹಾಗೂ ಆಸುಪಾಸಿನ ಗ್ರಾಮಗಳಿಗೆ ಸರಕಾರಿ ಬಸ್ ಸೌಲಭ್ಯ ಕಲ್ಪಿಸುವಂತೆ ಒತ್ತಾಯಿಸಿ ಸ್ಥಳೀಯರ ನಿಯೋಗವು ಸಚಿವ ಯು.ಟಿ. ಖಾದರ್ ಅವರಿಗೆ ಮನವಿ ಸಲ್ಲಿಸಿತು. ಗ್ರಾಮೀಣ ಭಾಗದ ವಿದ್ಯಾರ್ಥಿಗಳು, ಉದ್ಯೋಗಿಗಳು ಹಾಗೂ ಹಿರಿಯ ನಾಗರಿಕರು ದಿನನಿತ್ಯದ ಸಂಚಾರಕ್ಕೆ ಖಾಸಗಿ ವಾಹನಗಳನ್ನು ಅವಲಂಬಿಸಬೇಕಾಗಿದ್ದು, ಇದರಿಂದ ಆರ್ಥಿಕ ಹೊರೆ ಹೆಚ್ಚಾಗುತ್ತಿದೆ. ಪಾವೂರು ಗ್ರಾಮದ ಮಹಿಳೆಯರು ಮತ್ತು ವಿದ್ಯಾರ್ಥಿಗಳಿಗೆ ಉಚಿತ ಬಸ್ ಸೌಲಭ್ಯದ ಲಾಭ ದೊರೆಯಬೇಕಾದರೆ ನಿಯಮಿತ ಸರಕಾರಿ ಬಸ್ ಸಂಚಾರ ಅಗತ್ಯವಿದೆ ಎಂದು ಮನವಿಯಲ್ಲಿ ತಿಳಿಸಲಾಗಿದೆ. ಮನವಿ ಸ್ವೀಕರಿಸಿದ ಸಚಿವರು ಈ ಬಗ್ಗೆ ಸಂಬಂಧಪಟ್ಟ ಅಧಿಕಾರಿಗಳೊಂದಿಗೆ ಚರ್ಚಿಸಿ ಶೀಘ್ರ ಕ್ರಮ ಕೈಗೊಳ್ಳುವ ಭರವಸೆ ನೀಡಿದರು. ಈ ಸಂದರ್ಭದಲ್ಲಿ ಗ್ರಾಮದ ಹಲವು ಪ್ರಮುಖರು ಉಪಸ್ಥಿತರಿದ್ದರು. [1152, 1096, 1503, 1279]
obituary-body-col3: ಸಮಸ್ತ ಮುಶಾವರದ ಸದಸ್ಯರಾಗಿ ಮತ್ತು 1992ರಲ್ಲಿ ಎಸ್‌ವೈಎಸ್ ಪ್ರಧಾನ ಕಾರ್ಯದರ್ಶಿಯಾಗಿ ಆಯ್ಕೆಯಾದರು. 2010ರಲ್ಲಿ ಅವರು ಸಮಸ್ತ ಜಂಟಿ ಕಾರ್ಯದರ್ಶಿಯಾದರು. 2009ರಿಂದ ಸಮಸ್ತ ಶಿಕ್ಷಣ ಮಂಡಳಿಯ ಉಪಾಧ್ಯಕ್ಷರಾಗಿದ್ದರು. ಅರಬಿ ಭಾಷೆ ಮತ್ತು ಇಸ್ಲಾಮಿಕ್ ವಿಷಯಗಳಲ್ಲಿ ಅಪಾರ ಪಾಂಡಿತ್ಯ ಹೊಂದಿದ್ದ ಅವರು ಹಲವು ಗ್ರಂಥಗಳನ್ನು ರಚಿಸಿದ್ದಾರೆ. ದೇಶ ವಿದೇಶಗಳಲ್ಲಿ ಅಂತಾರಾಷ್ಟ್ರೀಯ ಸಮ್ಮೇಳನಗಳಲ್ಲಿ ಭಾಗವಹಿಸಿದ್ದರು. ಮಲಪ್ಪುರಂ ಜಿಲ್ಲೆಯ ಹಲವು ಮಸೀದಿಗಳ ಖಾಝಿಯಾಗಿ ಸೇವೆ ಸಲ್ಲಿಸಿದ್ದರು. ಅಲ್-ಅನ್ವರ್ ಪತ್ರಿಕೆಯ ಸಂಪಾದಕರಾಗಿಯೂ ಕಾರ್ಯನಿರ್ವಹಿಸಿದ್ದರು. 2011ರಲ್ಲಿ ಅಧ್ಯಕ್ಷ [1007, 1568, 1248, 1769]
editorial-paragraph: ಪ್ರಸ್ತುತ ದೇಶದಲ್ಲಿ ಮಹಿಳಾ ಆಯೋಗ, ಮಕ್ಕಳ ಹಕ್ಕುಗಳ ಆಯೋಗ, ಮಾನವ ಹಕ್ಕುಗಳ ಆಯೋಗ, ಪರಿಶಿಷ್ಟ ಜಾತಿ ಹಾಗೂ ಪಂಗಡಗಳ ಆಯೋಗ ಸೇರಿದಂತೆ ವಿವಿಧ ಆಯೋಗಗಳು ಕಾರ್ಯನಿರ್ವಹಿಸುತ್ತಿವೆ. ಆದರೆ ದೇಶದ ಅತಿದೊಡ್ಡ ಜನಸಂಖ್ಯೆಯನ್ನು ಹೊಂದಿರುವ ಯುವಜನರ ಸಮಸ್ಯೆಗಳ ಬಗ್ಗೆ ಮತ್ತು ಸಮಗ್ರವಾಗಿ ಗಮನ ಹರಿಸುವ ಸ್ವತಂತ್ರ ಆಯೋಗ ಇಲ್ಲದಿರುವುದು ವಿಷಾದನೀಯ ಸಂಗತಿಯಾಗಿದೆ. [48, 546, 463, 615]
khazi-headline: ನೂತನ ಖಾಝಿಯಾಗಿ ಅಧಿಕಾರ ಸ್ವೀಕಾರ [993, 1974, 1438, 2016]
bus-dateline: ಮಂಗಳೂರು: [1152, 1096, 1205, 1110]
editorial-paragraph: ಯುವಜನರು ಕೇವಲ ಮತದಾರರು ಅಥವಾ ಉದ್ಯೋಗಾಕಾಂಕ್ಷಿಗಳು ಮಾತ್ರವಲ್ಲ; ಅವರು ದೇಶದ ನಿರ್ಮಾತೃಗಳು, ನವೋದ್ಯಮಿಗಳು, ವಿಜ್ಞಾನಿಗಳು, ಕ್ರೀಡಾಪಟುಗಳು, ಕಲಾವಿದರು, ಉದ್ಯಮಿಗಳು ಹಾಗೂ ಭವಿಷ್ಯದ ನಾಯಕರು. ಅವರ ಸಮಸ್ಯೆಗಳ ಸಂದಿಗ್ಧತೆ, ಅವರ ಆಶೋತ್ತರಗಳನ್ನು ಅರಿಯುವ ಮತ್ತು ಅವರ ಭವಿಷ್ಯವನ್ನು ರೂಪಿಸುವಲ್ಲಿ ಮಾರ್ಗದರ್ಶನ ನೀಡುವ ವ್ಯವಸ್ಥೆ ಸರ್ಕಾರದ ಮಟ್ಟದಲ್ಲಿ ಇರಬೇಕು. [48, 884, 463, 951]
bottom-section-divider [39, 1961, 1503, 1964]
obituary-body-col2: ಕಾಲೇಜಿನಿಂದ ಫೈಝಿ ಪದವಿ ಪಡೆದ ನಂತರ, ಅವರು ಮೂಲದ ಶಿಕ್ಷಣ ಸಂಸ್ಥೆಗಳಲ್ಲಿ ಸೇವೆ ಸಲ್ಲಿಸಿದರು. 1978ರಲ್ಲಿ ಅವರು ಚೆಮ್ಮಾಡದ ದರ್ಸ್ ಗೆ ಸ್ಥಳಾಂತರಗೊಂಡರು. 1979ರಲ್ಲಿ ಪಟ್ಟಿಕ್ಕಾಡ್ ಜಾಮಿಅ ನೂರಿಯ್ಯದಲ್ಲಿ ಉಪನ್ಯಾಸಕರಾಗಿ ನೇಮಕಗೊಂಡರು. 2003ರಿಂದ ಅಲ್ಲಿ ಪ್ರಾಂಶುಪಾಲರಾಗಿ ಜವಾಬ್ದಾರಿ ವಹಿಸಿಕೊಂಡಿದ್ದರು. 1976ರಲ್ಲಿ ಸಮಸ್ತ ಮಲಪ್ಪುರಂ ಜಿಲ್ಲಾ ಉಪಾಧ್ಯಕ್ಷರಾಗಿ ಆಯ್ಕೆಯಾದ ಅವರು 1978ರಿಂದ ಸಮಸ್ತ ಕೇಂದ್ರ ಮುಶಾವರ ಸದಸ್ಯರಾಗಿದ್ದರು. 1968ರಲ್ಲಿ ಪಟ್ಟಿಕ್ಕಾಡ್ ಜಾಮಿಅ ನೂರಿಯ್ಯ ಅರಬಿಕ್ ಕಾಲೇಜಿನ ಪ್ರಧಾನ ಕಾರ್ಯದರ್ಶಿಯಾಗಿದ್ದರು. 1986ರಲ್ಲಿ [766, 1727, 993, 1928]
cyber-dateline: ಮಂಗಳೂರು: [496, 797, 549, 811]
header-divider [39, 145, 1503, 146]
